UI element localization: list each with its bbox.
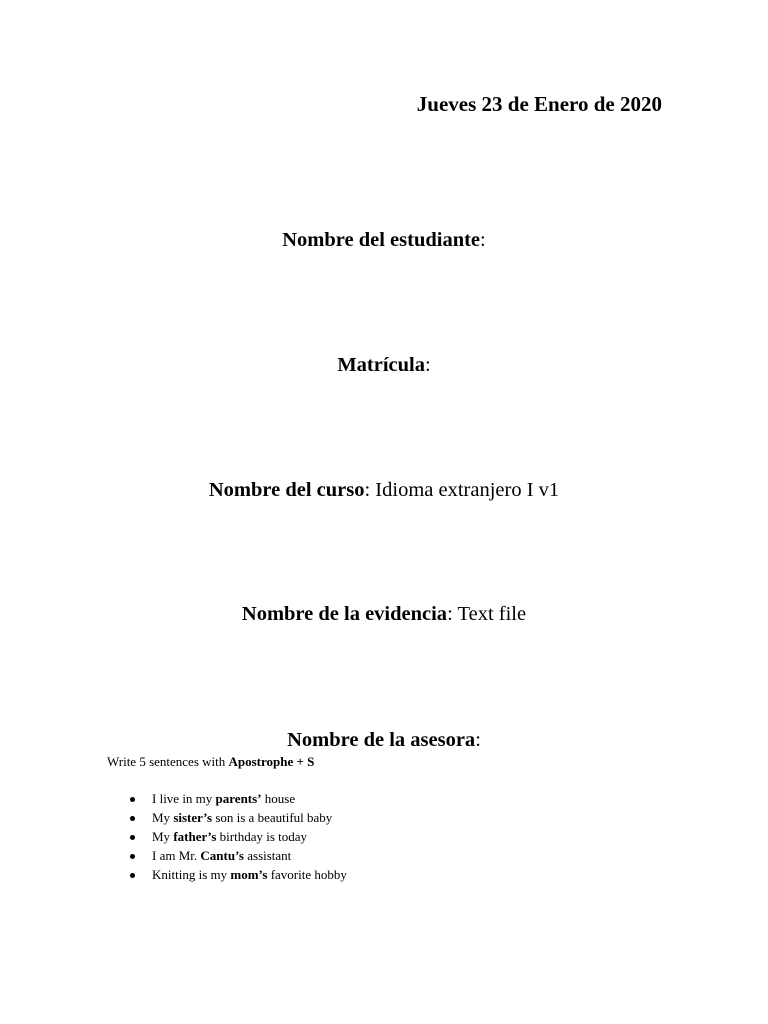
bullet-icon [130,816,135,821]
evidence-name-separator: : [447,603,453,625]
bullet-icon [130,873,135,878]
matricula-separator: : [424,354,431,376]
list-item [128,847,347,866]
sentence-possessive: father’s [173,829,217,844]
course-name-field [0,479,768,502]
advisor-name-field [0,729,768,752]
student-name-field [0,229,768,252]
student-name-separator: : [480,229,486,251]
sentence-text-before: I am Mr. [152,848,201,863]
sentence-text-before: My [152,829,174,844]
list-item [128,809,347,828]
sentence-possessive: Cantu’s [200,848,244,863]
exercise-instructions-text: Write 5 sentences with [107,754,229,769]
sentence-text-before: Knitting is my [152,867,231,882]
sentence-possessive: parents’ [215,791,262,806]
evidence-name-value: Text file [452,603,527,625]
matricula-field [0,354,768,377]
sentence-possessive: sister’s [173,810,213,825]
bullet-icon [130,797,135,802]
sentence-text-after: son is a beautiful baby [212,810,333,825]
document-date: Jueves 23 de Enero de 2020 [416,92,662,116]
course-name-separator: : [364,479,371,501]
list-item [128,828,347,847]
sentence-possessive: mom’s [230,867,268,882]
course-name-value: Idioma extranjero I v1 [370,479,560,501]
advisor-name-label: Nombre de la asesora [287,729,476,751]
list-item [128,790,347,809]
sentence-text-after: birthday is today [216,829,308,844]
advisor-name-separator: : [475,729,481,751]
course-name-label: Nombre del curso [208,479,365,501]
sentence-text-after: house [261,791,296,806]
bullet-icon [130,854,135,859]
sentence-text-after: assistant [243,848,292,863]
evidence-name-field [0,603,768,626]
sentence-text-before: I live in my [152,791,216,806]
bullet-icon [130,835,135,840]
list-item [128,866,347,885]
exercise-instructions-topic: Apostrophe + S [228,754,315,769]
exercise-instructions [107,754,314,770]
evidence-name-label: Nombre de la evidencia [241,603,448,625]
sentence-list [128,790,347,885]
matricula-label: Matrícula [337,354,425,376]
sentence-text-before: My [152,810,174,825]
student-name-label: Nombre del estudiante [282,229,481,251]
sentence-text-after: favorite hobby [267,867,347,882]
